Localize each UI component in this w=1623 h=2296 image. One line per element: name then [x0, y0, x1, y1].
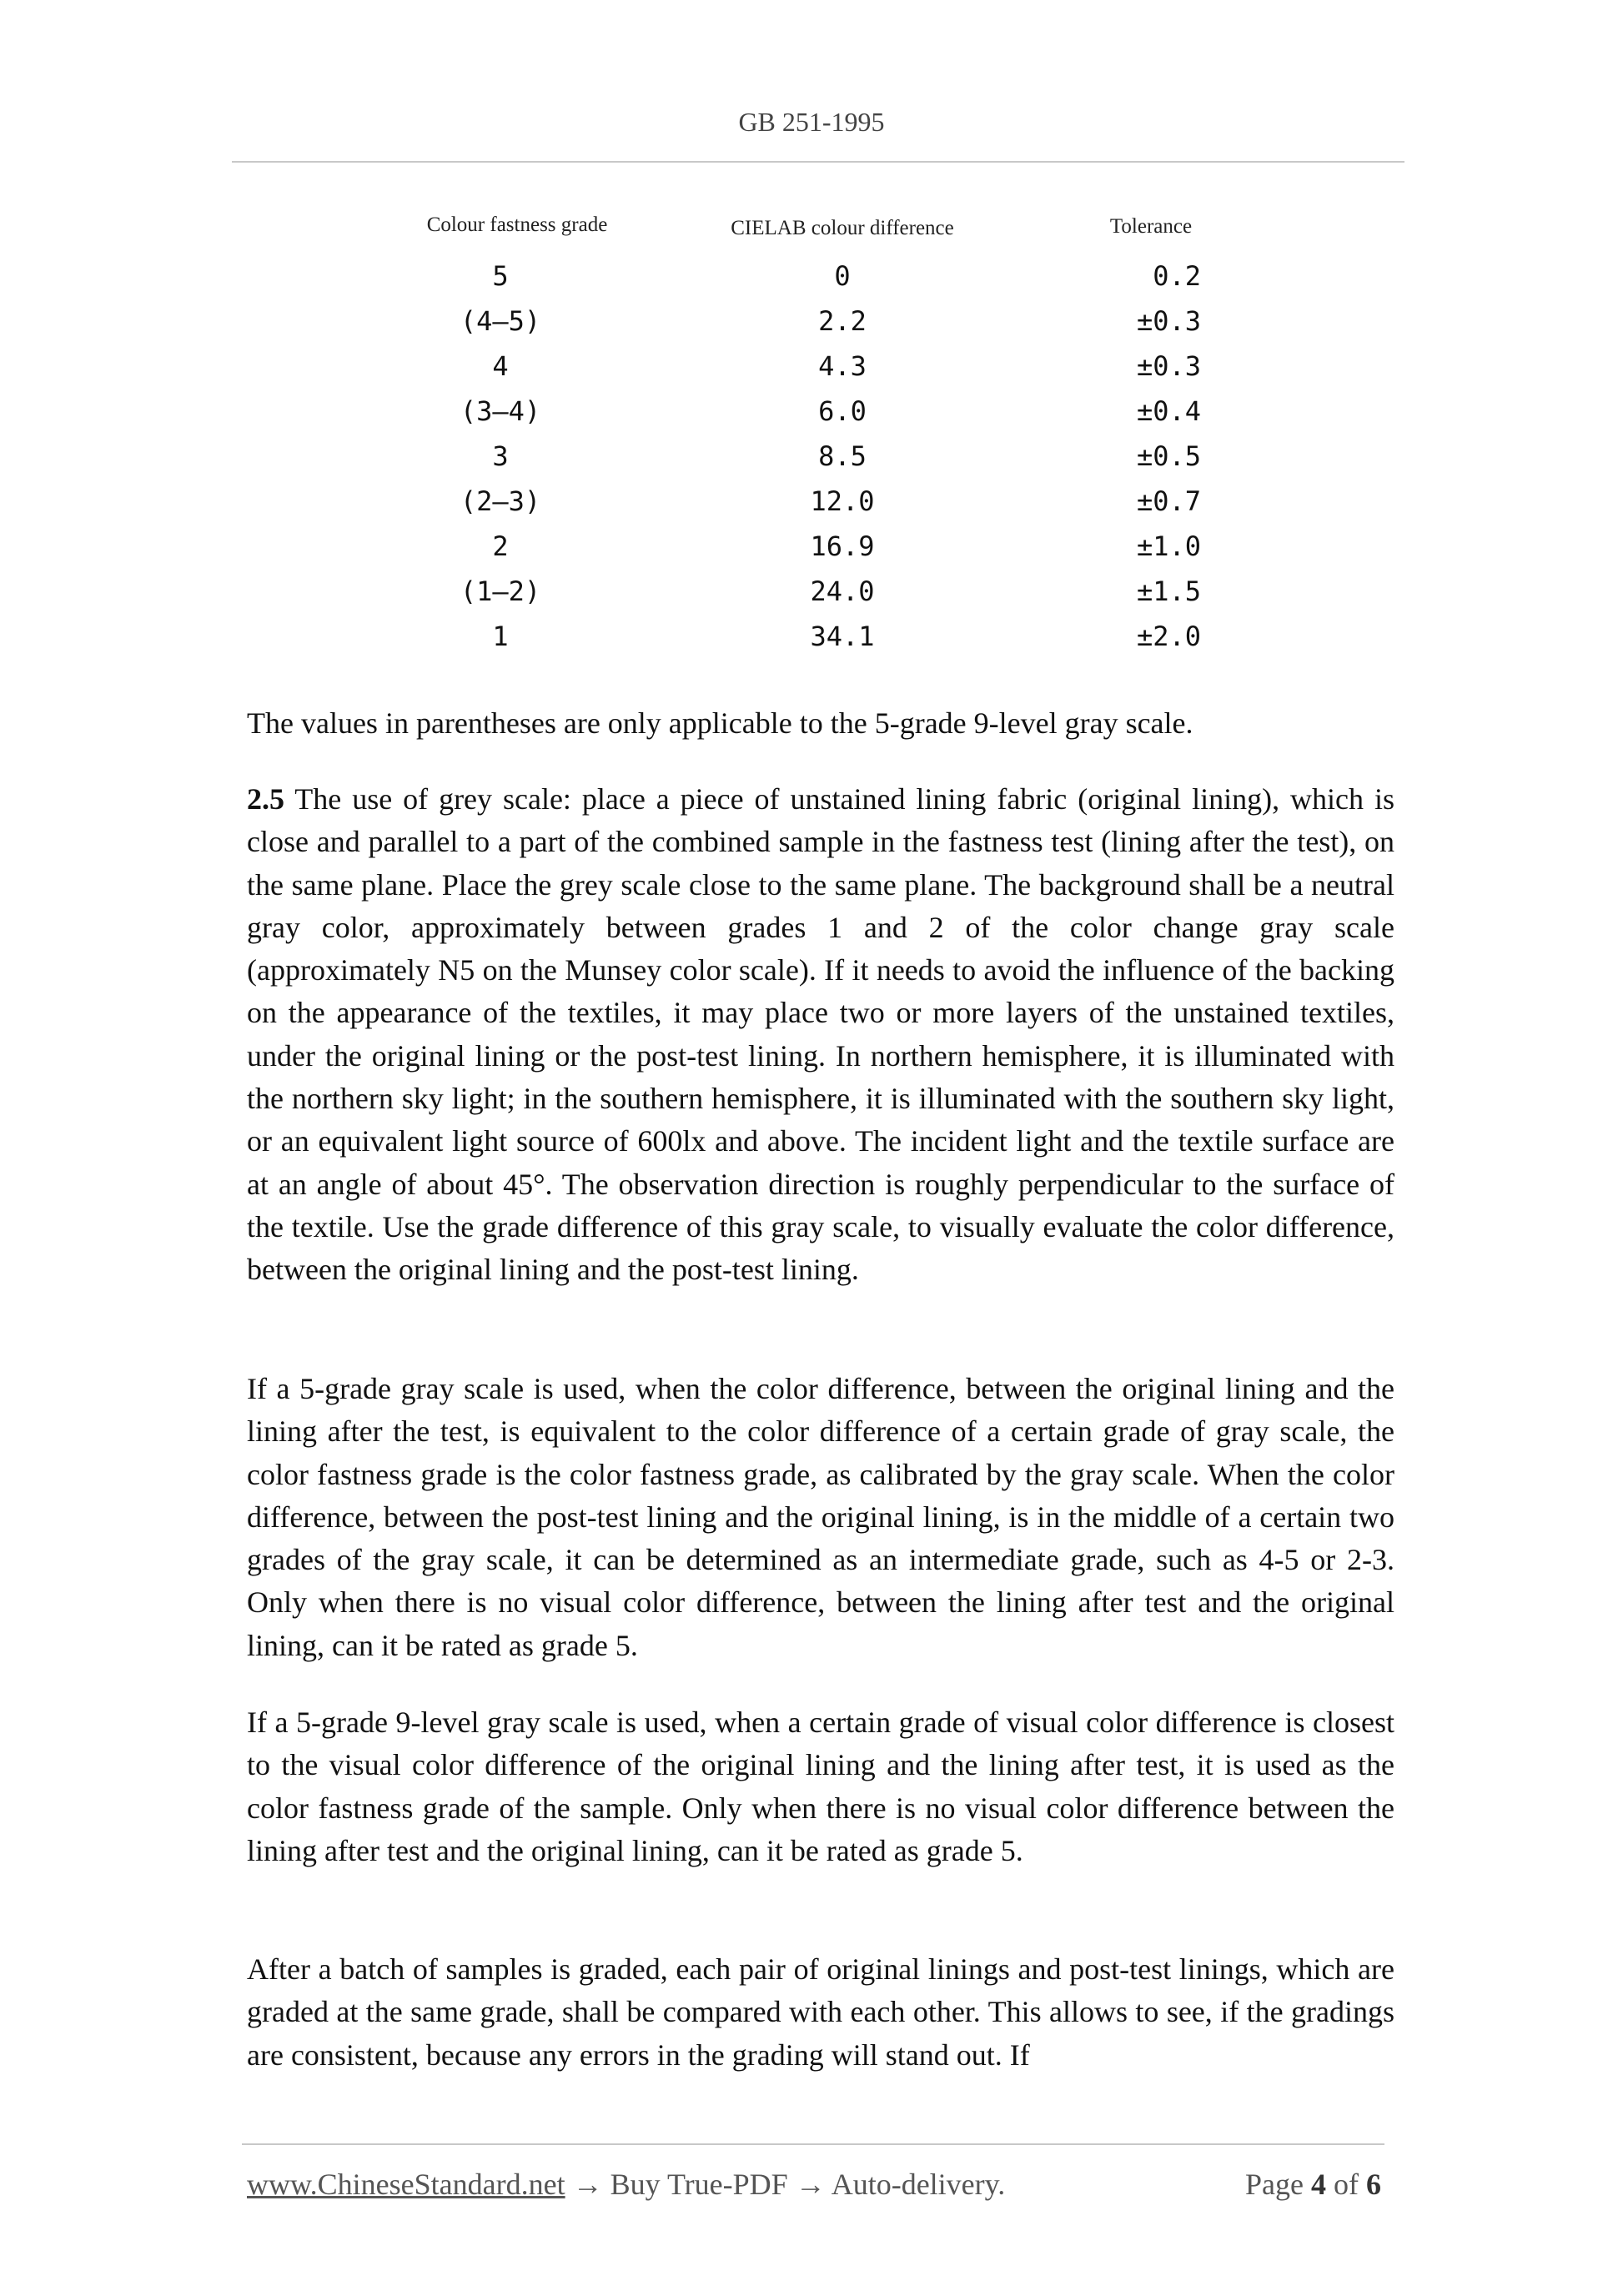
- table-row: [0, 260, 1623, 305]
- grade-cell: 2: [492, 530, 509, 562]
- cielab-cell: 2.2: [818, 305, 867, 337]
- page-indicator: [1245, 2167, 1381, 2202]
- arrow-icon: →: [565, 2168, 611, 2201]
- cielab-cell: 0: [834, 260, 851, 292]
- table-row: [0, 530, 1623, 575]
- table-note: [247, 702, 1394, 745]
- footer-divider: [242, 2143, 1384, 2145]
- tolerance-cell: ±0.4: [1136, 395, 1201, 427]
- of-label: of: [1334, 2168, 1359, 2201]
- tolerance-cell: ±0.3: [1136, 305, 1201, 337]
- tolerance-cell: ±0.7: [1136, 485, 1201, 517]
- tolerance-cell: ±0.5: [1136, 440, 1201, 472]
- nine-level-paragraph-block: [247, 1701, 1394, 1872]
- total-pages-number: 6: [1366, 2168, 1381, 2201]
- tolerance-cell: ±1.5: [1136, 575, 1201, 607]
- cielab-cell: 34.1: [810, 620, 875, 652]
- note-paragraph: The values in parentheses are only applicable to the 5-grade 9-level gray scale.: [247, 706, 1193, 740]
- table-row: [0, 395, 1623, 440]
- column-header-grade: Colour fastness grade: [426, 214, 608, 236]
- website-link[interactable]: www.ChineseStandard.net: [247, 2168, 565, 2201]
- grade-cell: (3—4): [460, 395, 541, 427]
- auto-delivery-text: Auto-delivery.: [831, 2168, 1006, 2201]
- table-row: [0, 440, 1623, 485]
- document-header-title: GB 251-1995: [738, 107, 885, 137]
- table-row: [0, 305, 1623, 350]
- five-grade-paragraph-block: [247, 1368, 1394, 1667]
- grade-cell: 3: [492, 440, 509, 472]
- grade-cell: 4: [492, 350, 509, 382]
- cielab-cell: 16.9: [810, 530, 875, 562]
- cielab-cell: 4.3: [818, 350, 867, 382]
- tolerance-cell: 0.2: [1153, 260, 1201, 292]
- tolerance-cell: ±0.3: [1136, 350, 1201, 382]
- cielab-cell: 24.0: [810, 575, 875, 607]
- table-row: [0, 350, 1623, 395]
- cielab-cell: 6.0: [818, 395, 867, 427]
- page-label: Page: [1245, 2168, 1304, 2201]
- cielab-cell: 12.0: [810, 485, 875, 517]
- buy-pdf-text: Buy True-PDF: [610, 2168, 788, 2201]
- grade-cell: (4—5): [460, 305, 541, 337]
- grade-cell: 5: [492, 260, 509, 292]
- batch-paragraph: After a batch of samples is graded, each pair of original linings and post-test linings, which are graded at the same grade, shall be compared with each other. This allows to see, if the gradings are consistent, because any errors in the grading will stand out. If: [247, 1952, 1394, 2072]
- section-2-5: [247, 778, 1394, 1292]
- five-grade-paragraph: If a 5-grade gray scale is used, when the color difference, between the original lining and the lining after the test, is equivalent to the color difference of a certain grade of gray scale, the color fastness grade is the color fastness grade, as calibrated by the gray scale. When the color difference, between the post-test lining and the original lining, is in the middle of a certain two grades of the gray scale, it can be determined as an intermediate grade, such as 4-5 or 2-3. Only when there is no visual color difference, between the lining after test and the original lining, can it be rated as grade 5.: [247, 1372, 1394, 1662]
- table-row: [0, 575, 1623, 620]
- grade-cell: (2—3): [460, 485, 541, 517]
- current-page-number: 4: [1311, 2168, 1326, 2201]
- table-row: [0, 620, 1623, 666]
- tolerance-cell: ±2.0: [1136, 620, 1201, 652]
- nine-level-paragraph: If a 5-grade 9-level gray scale is used, when a certain grade of visual color difference is closest to the visual color difference of the original lining and the lining after test, it is used as the color fastness grade of the sample. Only when there is no visual color difference between the lining after test and the original lining, can it be rated as grade 5.: [247, 1706, 1394, 1867]
- section-number: 2.5: [247, 782, 284, 816]
- header-divider: [232, 161, 1404, 163]
- arrow-icon: →: [787, 2168, 832, 2201]
- section-2-5-text: The use of grey scale: place a piece of unstained lining fabric (original lining), which is close and parallel to a part of the combined sample in the fastness test (lining after the test), on the same plane. Place the grey scale close to the same plane. The background shall be a neutral gray color, approximately between grades 1 and 2 of the color change gray scale (approximately N5 on the Munsey color scale). If it needs to avoid the influence of the backing on the appearance of the textiles, it may place two or more layers of the unstained textiles, under the original lining or the post-test lining. In northern hemisphere, it is illuminated with the northern sky light; in the southern hemisphere, it is illuminated with the southern sky light, or an equivalent light source of 600lx and above. The incident light and the textile surface are at an angle of about 45°. The observation direction is roughly perpendicular to the surface of the textile. Use the grade difference of this gray scale, to visually evaluate the color difference, between the original lining and the post-test lining.: [247, 782, 1394, 1287]
- column-header-tolerance: Tolerance: [1109, 215, 1193, 238]
- table-row: [0, 485, 1623, 530]
- column-header-cielab: CIELAB colour difference: [731, 217, 954, 239]
- grade-cell: 1: [492, 620, 509, 652]
- tolerance-cell: ±1.0: [1136, 530, 1201, 562]
- footer-left: [247, 2167, 1005, 2202]
- grade-cell: (1—2): [460, 575, 541, 607]
- batch-paragraph-block: [247, 1948, 1394, 2077]
- cielab-cell: 8.5: [818, 440, 867, 472]
- section-2-5-paragraph: [247, 778, 1394, 1292]
